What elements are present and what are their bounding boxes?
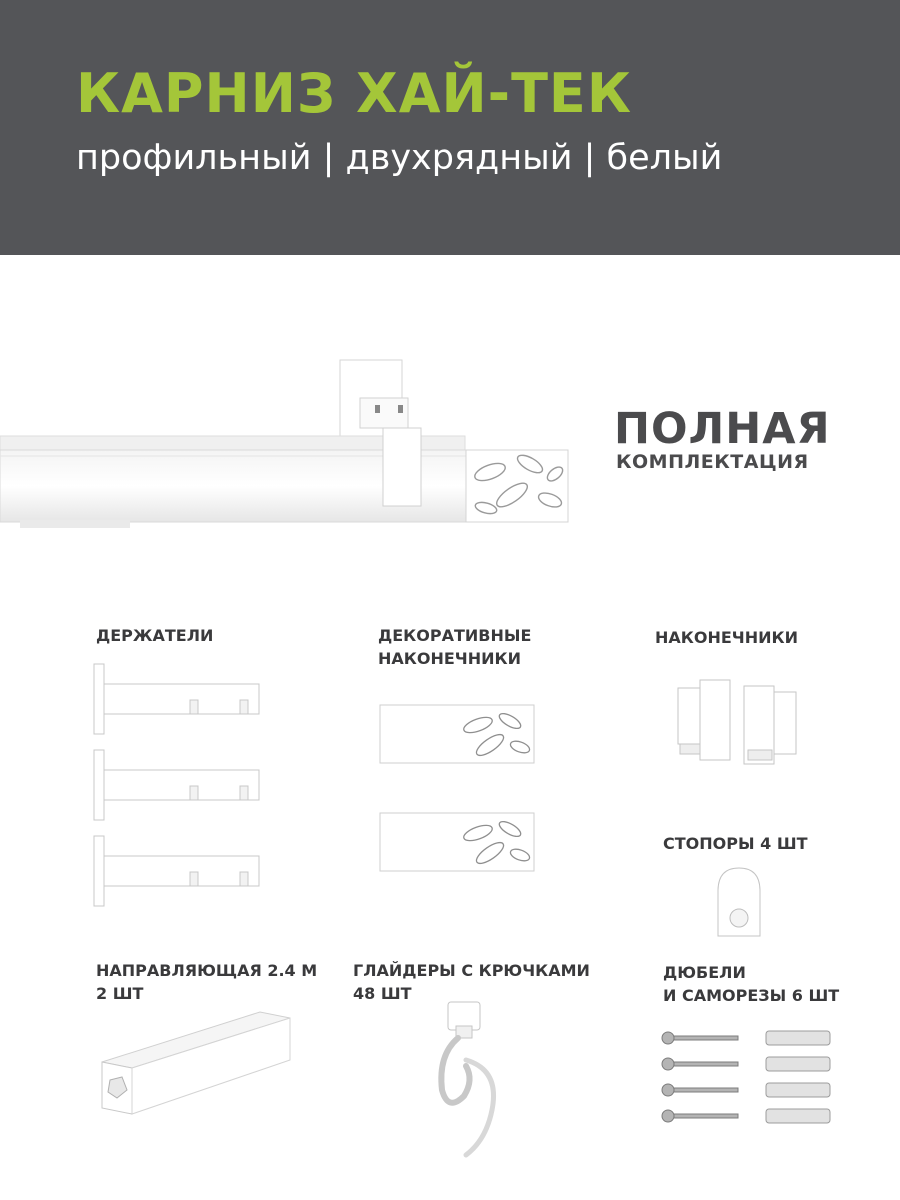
end-caps-image	[668, 680, 803, 765]
holder-2	[94, 750, 259, 820]
screws	[662, 1032, 738, 1122]
badge-subtitle: КОМПЛЕКТАЦИЯ	[616, 451, 809, 473]
label-decorative-ends: ДЕКОРАТИВНЫЕ НАКОНЕЧНИКИ	[378, 626, 532, 668]
label-stoppers: СТОПОРЫ 4 ШТ	[663, 834, 808, 853]
label-gliders: ГЛАЙДЕРЫ С КРЮЧКАМИ 48 ШТ	[353, 961, 590, 1003]
page-subtitle: профильный | двухрядный | белый	[76, 138, 723, 178]
stopper-image	[708, 866, 770, 942]
fasteners-image	[660, 1028, 835, 1133]
decorative-ends-image	[378, 703, 538, 873]
end-cap-right	[744, 686, 796, 764]
badge-title: ПОЛНАЯ	[614, 404, 831, 454]
curtain-rod-product-image	[0, 350, 580, 540]
rail-image	[100, 1010, 295, 1120]
label-holders: ДЕРЖАТЕЛИ	[96, 626, 214, 645]
label-fasteners: ДЮБЕЛИ И САМОРЕЗЫ 6 ШТ	[663, 963, 840, 1005]
decorative-end-2	[380, 813, 534, 871]
holder-3	[94, 836, 259, 906]
label-rail: НАПРАВЛЯЮЩАЯ 2.4 М 2 ШТ	[96, 961, 318, 1003]
holders-image	[90, 664, 265, 909]
dowels	[766, 1031, 830, 1123]
page-title: КАРНИЗ ХАЙ-ТЕК	[76, 62, 632, 125]
label-end-caps: НАКОНЕЧНИКИ	[655, 628, 798, 647]
glider-hook-image	[430, 1000, 510, 1160]
holder-1	[94, 664, 259, 734]
header-banner	[0, 0, 900, 255]
end-cap-left	[678, 680, 730, 760]
decorative-end-1	[380, 705, 534, 763]
